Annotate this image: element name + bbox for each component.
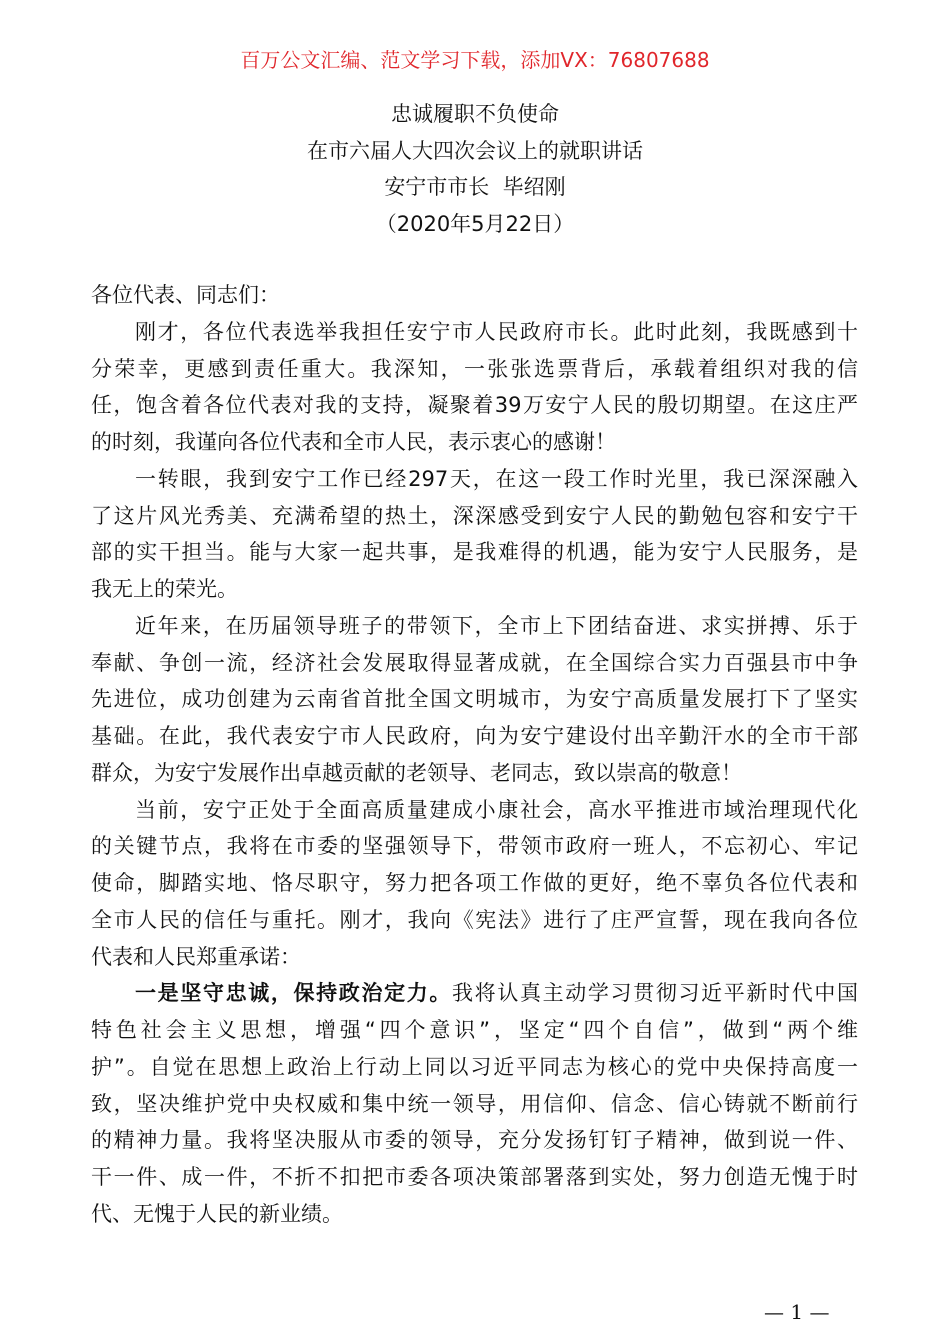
paragraph-line: 了这片风光秀美、充满希望的热土，深深感受到安宁人民的勤勉包容和安宁干 xyxy=(91,503,858,528)
document-subtitle: 在市六届人大四次会议上的就职讲话 xyxy=(307,138,643,163)
document-author: 安宁市市长 毕绍刚 xyxy=(384,175,566,199)
salutation: 各位代表、同志们： xyxy=(91,283,280,307)
paragraph xyxy=(91,608,858,792)
paragraph-line: 代表和人民郑重承诺： xyxy=(91,944,301,969)
paragraph xyxy=(91,314,858,461)
paragraph-line: 全市人民的信任与重托。刚才，我向《宪法》进行了庄严宣誓，现在我向各位 xyxy=(91,907,858,932)
paragraph-line: 代、无愧于人民的新业绩。 xyxy=(91,1201,343,1226)
paragraph-line: 任，饱含着各位代表对我的支持，凝聚着39万安宁人民的殷切期望。在这庄严 xyxy=(91,393,858,418)
paragraph-line: 一转眼，我到安宁工作已经297天，在这一段工作时光里，我已深深融入 xyxy=(135,466,858,491)
paragraph-line: 的精神力量。我将坚决服从市委的领导，充分发扬钉钉子精神，做到说一件、 xyxy=(91,1128,858,1153)
paragraph-line: 护”。自觉在思想上政治上行动上同以习近平同志为核心的党中央保持高度一 xyxy=(91,1054,858,1079)
document-body xyxy=(91,277,858,1233)
paragraph-line: 群众，为安宁发展作出卓越贡献的老领导、老同志，致以崇高的敬意！ xyxy=(91,760,742,785)
paragraph-line: 的关键节点，我将在市委的坚强领导下，带领市政府一班人，不忘初心、牢记 xyxy=(91,834,858,859)
paragraph-line: 我无上的荣光。 xyxy=(91,577,238,601)
paragraph-line: 奉献、争创一流，经济社会发展取得显著成就，在全国综合实力百强县市中争 xyxy=(91,650,858,675)
paragraph-text: 我将认真主动学习贯彻习近平新时代中国 xyxy=(452,981,858,1006)
paragraph xyxy=(91,975,858,1232)
paragraph-heading: 一是坚守忠诚，保持政治定力。 xyxy=(135,981,453,1006)
paragraph-line xyxy=(91,975,858,1012)
paragraph-line: 干一件、成一件，不折不扣把市委各项决策部署落到实处，努力创造无愧于时 xyxy=(91,1165,858,1189)
paragraphs xyxy=(91,314,858,1233)
paragraph-line: 特色社会主义思想，增强“四个意识”，坚定“四个自信”，做到“两个维 xyxy=(91,1018,858,1042)
paragraph-line: 使命，脚踏实地、恪尽职守，努力把各项工作做的更好，绝不辜负各位代表和 xyxy=(91,871,858,895)
document-header xyxy=(0,96,950,242)
paragraph-line: 当前，安宁正处于全面高质量建成小康社会，高水平推进市域治理现代化 xyxy=(135,797,858,822)
paragraph-line: 刚才，各位代表选举我担任安宁市人民政府市长。此时此刻，我既感到十 xyxy=(135,319,858,344)
paragraph-line: 部的实干担当。能与大家一起共事，是我难得的机遇，能为安宁人民服务，是 xyxy=(91,540,858,565)
paragraph xyxy=(91,461,858,608)
paragraph-line: 近年来，在历届领导班子的带领下，全市上下团结奋进、求实拼搏、乐于 xyxy=(135,613,858,638)
paragraph-line: 的时刻，我谨向各位代表和全市人民，表示衷心的感谢！ xyxy=(91,430,616,454)
paragraph-line: 致，坚决维护党中央权威和集中统一领导，用信仰、信念、信心铸就不断前行 xyxy=(91,1091,858,1116)
paragraph xyxy=(91,792,858,976)
paragraph-line: 分荣幸，更感到责任重大。我深知，一张张选票背后，承载着组织对我的信 xyxy=(91,356,858,381)
page-number: — 1 — xyxy=(764,1300,830,1324)
paragraph-line: 基础。在此，我代表安宁市人民政府，向为安宁建设付出辛勤汗水的全市干部 xyxy=(91,724,858,748)
watermark-banner: 百万公文汇编、范文学习下载，添加VX：76807688 xyxy=(240,48,710,72)
paragraph-line: 先进位，成功创建为云南省首批全国文明城市，为安宁高质量发展打下了坚实 xyxy=(91,687,858,712)
document-title: 忠诚履职不负使命 xyxy=(391,102,559,126)
document-date: （2020年5月22日） xyxy=(375,211,575,236)
